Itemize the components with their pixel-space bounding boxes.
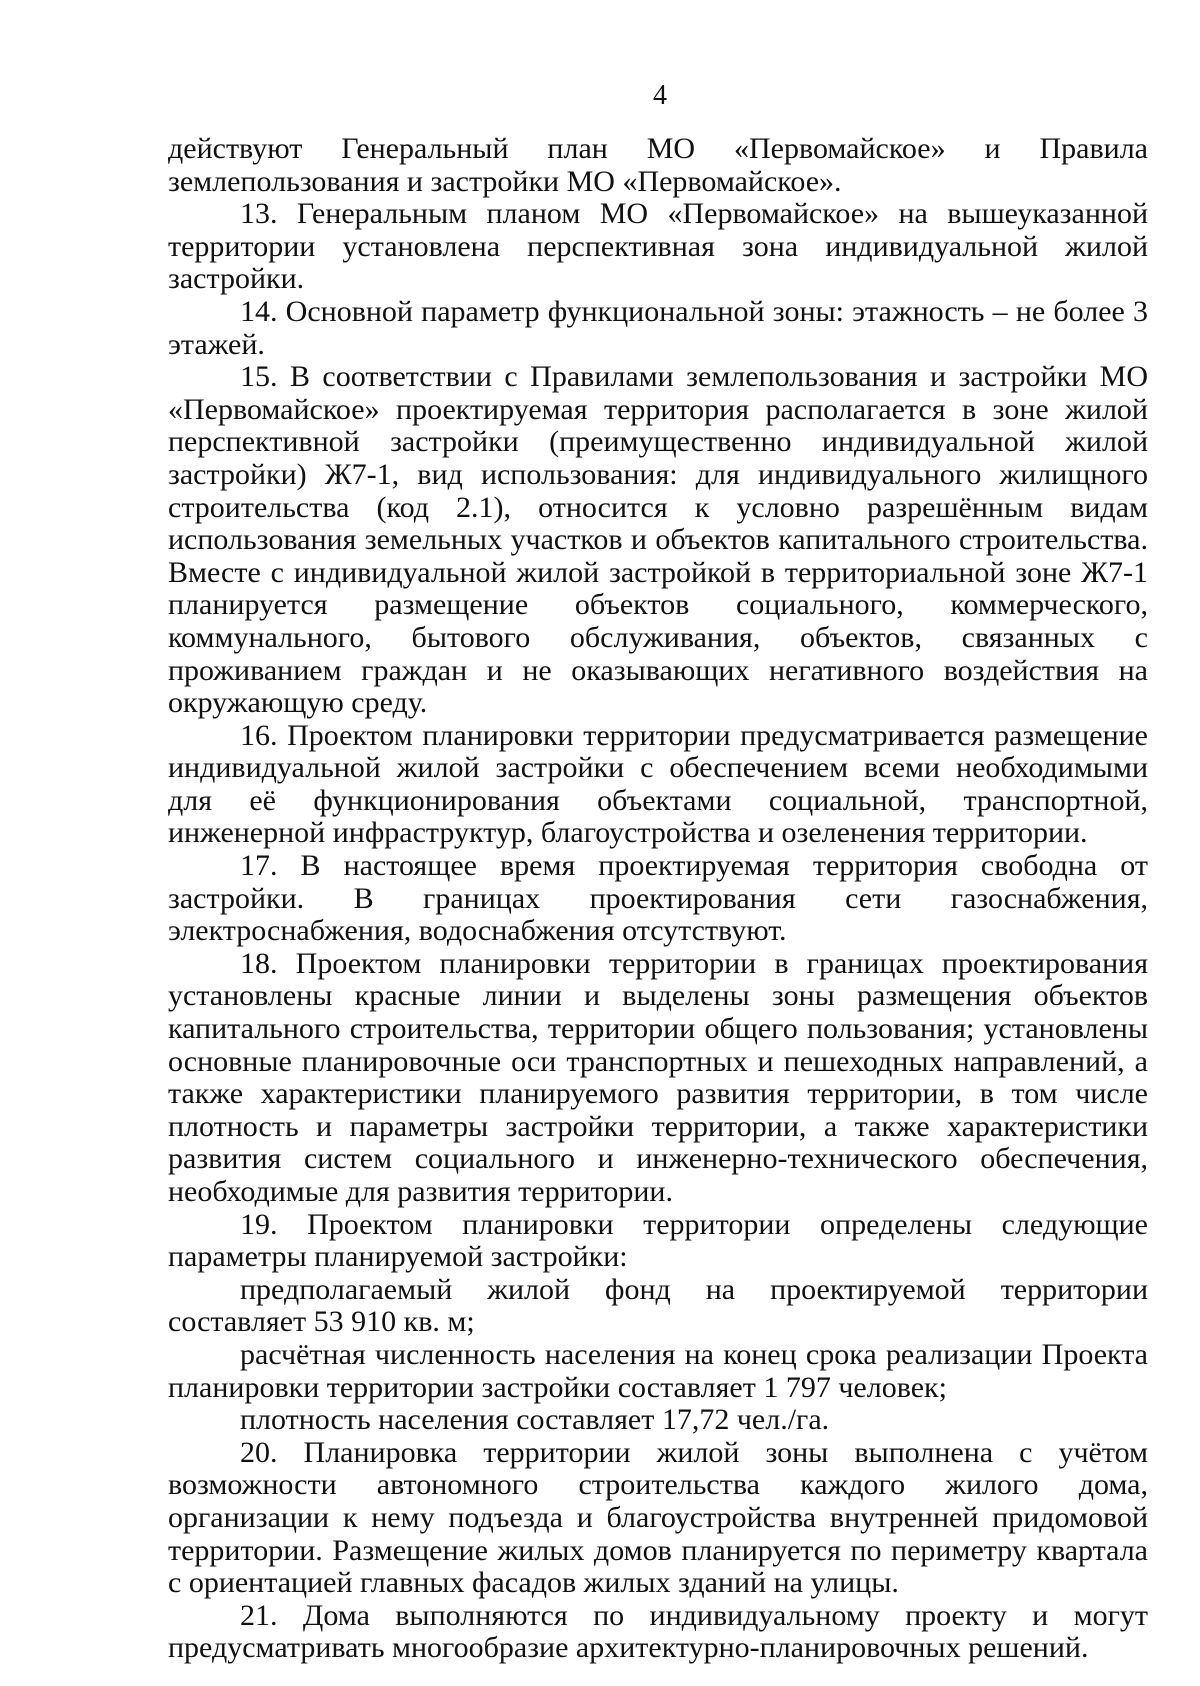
paragraph-19-population: расчётная численность населения на конец срока реализации Проекта планировки территории застройки составляет 1 797 человек; bbox=[168, 1337, 1148, 1404]
paragraph-19: 19. Проектом планировки территории определены следующие параметры планируемой застройки: bbox=[168, 1207, 1148, 1274]
paragraph-13: 13. Генеральным планом МО «Первомайское» на вышеуказанной территории установлена перспективная зона индивидуальной жилой застройки. bbox=[168, 197, 1148, 296]
paragraph-19-density: плотность населения составляет 17,72 чел./га. bbox=[240, 1403, 830, 1437]
paragraph-continuation: действуют Генеральный план МО «Первомайское» и Правила землепользования и застройки МО «Первомайское». bbox=[168, 132, 1148, 198]
page-number: 4 bbox=[653, 80, 667, 111]
paragraph-18: 18. Проектом планировки территории в границах проектирования установлены красные линии и выделены зоны размещения объектов капитального строительства, территории общего пользования; установлены основные планировочные оси транспортных и пешеходных направлений, а также характеристики планируемого развития территории, в том числе плотность и параметры застройки территории, а также характеристики развития систем социального и инженерно-технического обеспечения, необходимые для развития территории. bbox=[168, 946, 1148, 1208]
paragraph-15: 15. В соответствии с Правилами землепользования и застройки МО «Первомайское» проектируемая территория располагается в зоне жилой перспективной застройки (преимущественно индивидуальной жилой застройки) Ж7-1, вид использования: для индивидуального жилищного строительства (код 2.1), относится к условно разрешённым видам использования земельных участков и объектов капитального строительства. Вместе с индивидуальной жилой застройкой в территориальной зоне Ж7-1 планируется размещение объектов социального, коммерческого, коммунального, бытового обслуживания, объектов, связанных с проживанием граждан и не оказывающих негативного воздействия на окружающую среду. bbox=[168, 360, 1148, 720]
paragraph-21: 21. Дома выполняются по индивидуальному проекту и могут предусматривать многообразие архитектурно-планировочных решений. bbox=[168, 1598, 1148, 1665]
paragraph-14: 14. Основной параметр функциональной зоны: этажность – не более 3 этажей. bbox=[168, 294, 1148, 361]
paragraph-20: 20. Планировка территории жилой зоны выполнена с учётом возможности автономного строительства каждого жилого дома, организации к нему подъезда и благоустройства внутренней придомовой территории. Размещение жилых домов планируется по периметру квартала с ориентацией главных фасадов жилых зданий на улицы. bbox=[168, 1435, 1148, 1600]
document-body bbox=[168, 133, 1148, 1665]
paragraph-16: 16. Проектом планировки территории предусматривается размещение индивидуальной жилой застройки с обеспечением всеми необходимыми для её функционирования объектами социальной, транспортной, инженерной инфраструктур, благоустройства и озеленения территории. bbox=[168, 718, 1148, 850]
paragraph-17: 17. В настоящее время проектируемая территория свободна от застройки. В границах проектирования сети газоснабжения, электроснабжения, водоснабжения отсутствуют. bbox=[168, 849, 1148, 948]
paragraph-19-housing-stock: предполагаемый жилой фонд на проектируемой территории составляет 53 910 кв. м; bbox=[168, 1272, 1148, 1339]
